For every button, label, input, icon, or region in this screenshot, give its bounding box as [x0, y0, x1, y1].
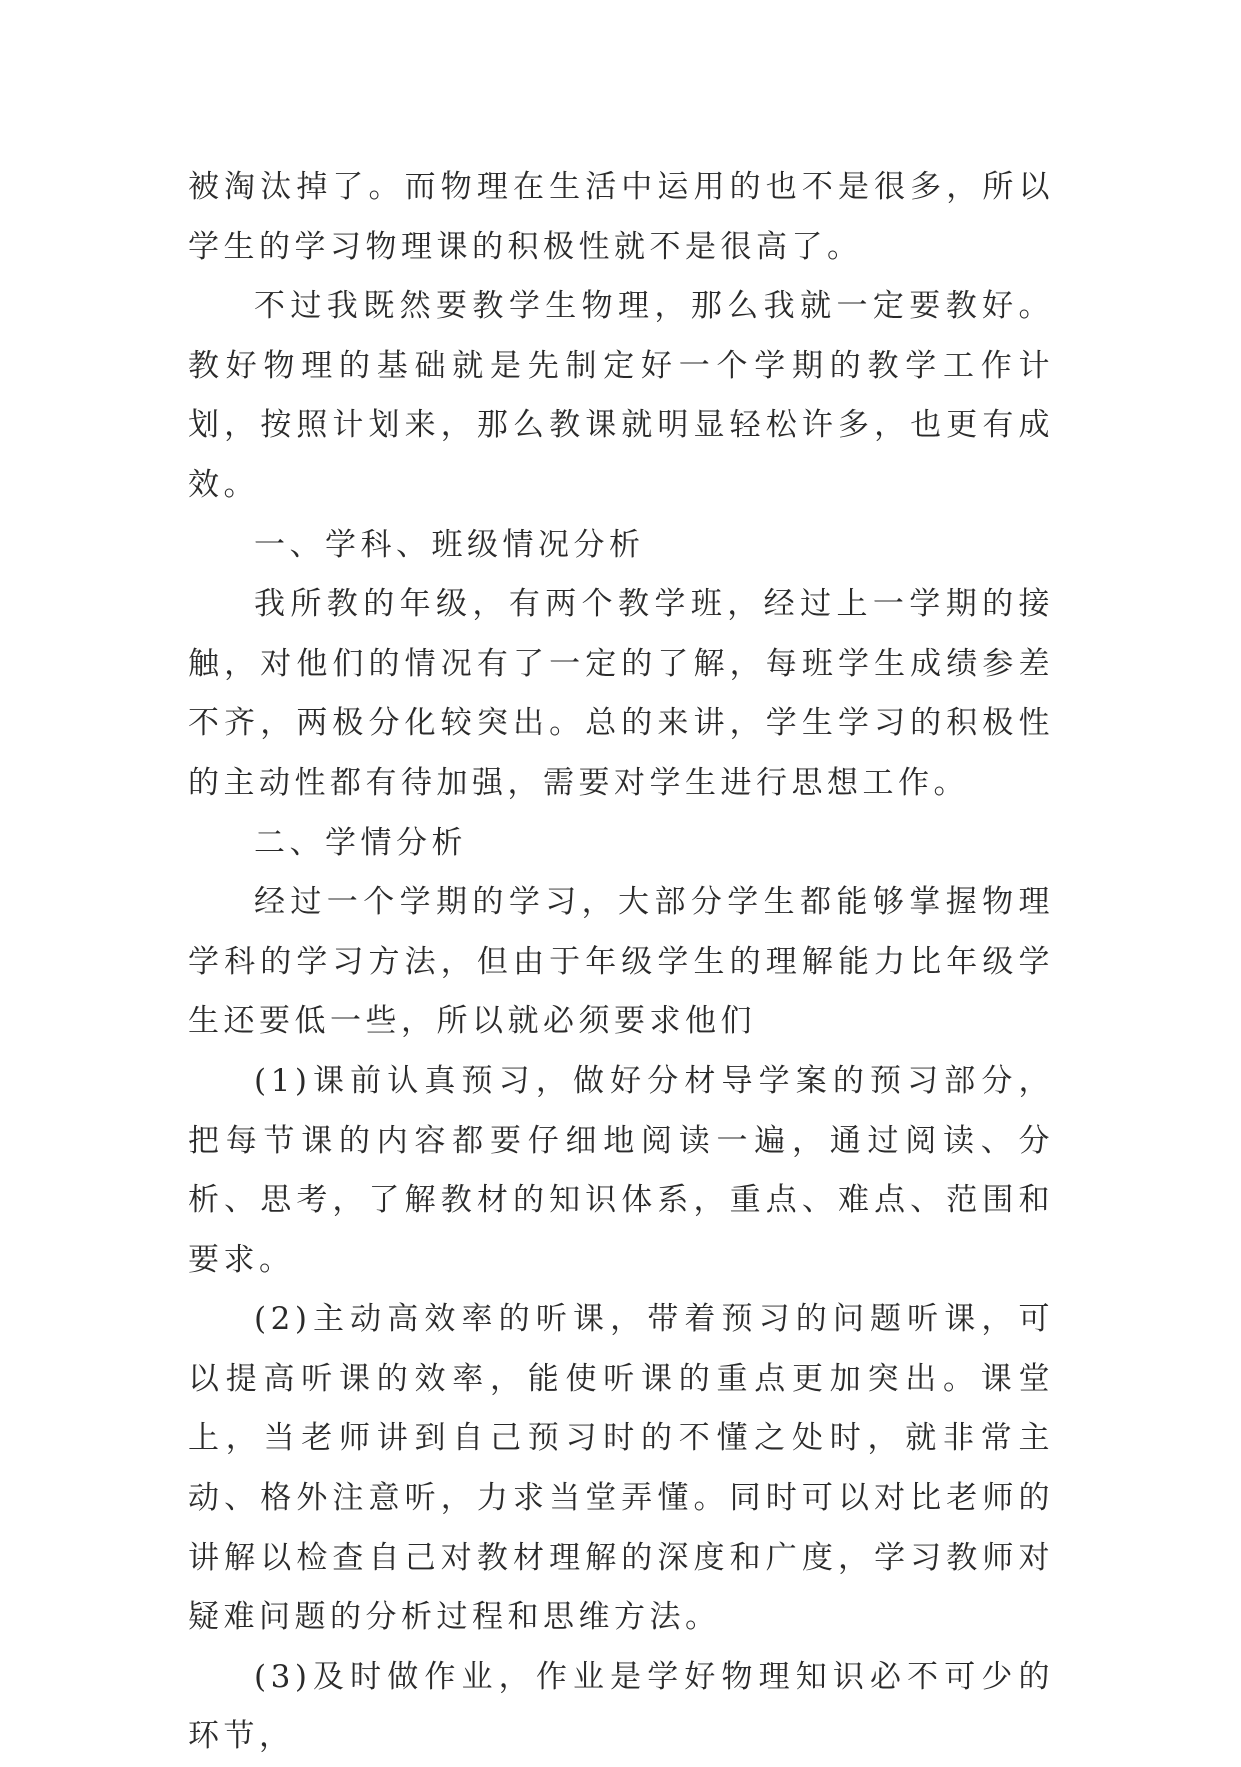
paragraph: 不过我既然要教学生物理，那么我就一定要教好。教好物理的基础就是先制定好一个学期的教学工作计划，按照计划来，那么教课就明显轻松许多，也更有成效。	[188, 288, 1054, 503]
list-item: (1)课前认真预习，做好分材导学案的预习部分，把每节课的内容都要仔细地阅读一遍，通过阅读、分析、思考，了解教材的知识体系，重点、难点、范围和要求。	[188, 1062, 1054, 1278]
list-item: (2)主动高效率的听课，带着预习的问题听课，可以提高听课的效率，能使听课的重点更加突出。课堂上，当老师讲到自己预习时的不懂之处时，就非常主动、格外注意听，力求当堂弄懂。同时可以对比老师的讲解以检查自己对教材理解的深度和广度，学习教师对疑难问题的分析过程和思维方法。	[188, 1301, 1054, 1636]
document-body	[188, 158, 1054, 1767]
section-heading: 一、学科、班级情况分析	[254, 526, 645, 563]
paragraph: 经过一个学期的学习，大部分学生都能够掌握物理学科的学习方法，但由于年级学生的理解能力比年级学生还要低一些，所以就必须要求他们	[188, 884, 1054, 1040]
paragraph: 我所教的年级，有两个教学班，经过上一学期的接触，对他们的情况有了一定的了解，每班学生成绩参差不齐，两极分化较突出。总的来讲，学生学习的积极性的主动性都有待加强，需要对学生进行思想工作。	[188, 586, 1054, 801]
section-heading: 二、学情分析	[254, 824, 467, 861]
list-item: (3)及时做作业，作业是学好物理知识必不可少的环节，	[188, 1658, 1054, 1755]
paragraph: 被淘汰掉了。而物理在生活中运用的也不是很多，所以学生的学习物理课的积极性就不是很高了。	[188, 169, 1054, 265]
